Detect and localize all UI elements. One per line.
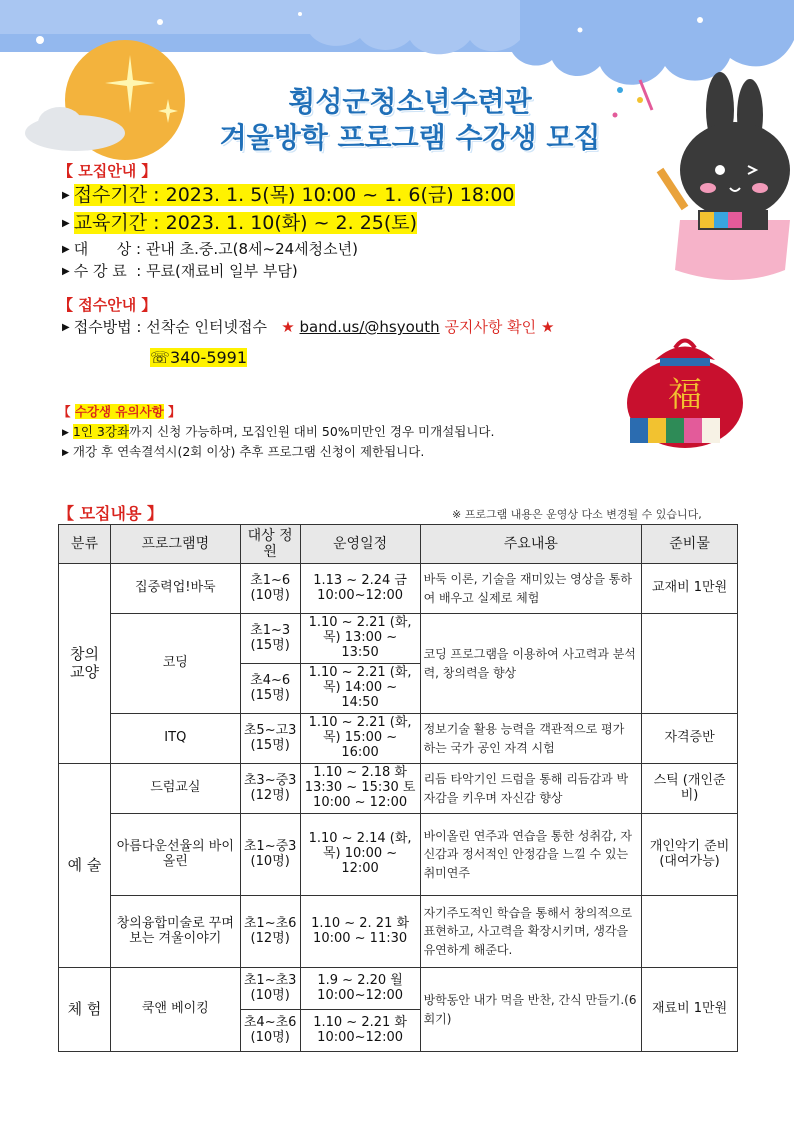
desc-cell: 바둑 이론, 기술을 재미있는 영상을 통하여 배우고 실제로 체험 bbox=[420, 564, 642, 614]
schedule-cell: 1.9 ~ 2.20 월 10:00~12:00 bbox=[300, 968, 420, 1010]
phone-line bbox=[150, 348, 247, 367]
content-note: ※ 프로그램 내용은 운영상 다소 변경될 수 있습니다, bbox=[452, 508, 702, 521]
desc-cell: 코딩 프로그램을 이용하여 사고력과 분석력, 창의력을 향상 bbox=[420, 614, 642, 714]
table-row bbox=[59, 814, 738, 896]
caution-line1: ▶ 1인 3강좌까지 신청 가능하며, 모집인원 대비 50%미만인 경우 미개설됩니다. bbox=[62, 424, 495, 439]
target-cell: 초1~초3 (10명) bbox=[240, 968, 300, 1010]
schedule-cell: 1.10 ~ 2.21 (화,목) 13:00 ~ 13:50 bbox=[300, 614, 420, 664]
prep-cell: 재료비 1만원 bbox=[642, 968, 738, 1052]
target-cell: 초3~중3 (12명) bbox=[240, 764, 300, 814]
col-header: 준비물 bbox=[642, 525, 738, 564]
program-name: ITQ bbox=[110, 714, 240, 764]
schedule-cell: 1.10 ~ 2.21 화 10:00~12:00 bbox=[300, 1010, 420, 1052]
program-name: 아름다운선율의 바이올린 bbox=[110, 814, 240, 896]
table-row bbox=[59, 968, 738, 1010]
table-row bbox=[59, 614, 738, 664]
program-table bbox=[58, 524, 738, 1052]
col-header: 주요내용 bbox=[420, 525, 642, 564]
table-header-row bbox=[59, 525, 738, 564]
program-name: 창의융합미술로 꾸며보는 겨울이야기 bbox=[110, 896, 240, 968]
target-text: 대 상 : 관내 초.중.고(8세~24세청소년) bbox=[73, 240, 358, 258]
target-cell: 초1~6 (10명) bbox=[240, 564, 300, 614]
prep-cell: 개인악기 준비 (대여가능) bbox=[642, 814, 738, 896]
target-cell: 초4~초6 (10명) bbox=[240, 1010, 300, 1052]
col-header: 대상 정원 bbox=[240, 525, 300, 564]
desc-cell: 정보기술 활용 능력을 객관적으로 평가 하는 국가 공인 자격 시험 bbox=[420, 714, 642, 764]
category-cell: 창의 교양 bbox=[59, 564, 111, 764]
guide-header: 【 모집안내 】 bbox=[58, 162, 157, 180]
desc-cell: 방학동안 내가 먹을 반찬, 간식 만들기.(6회기) bbox=[420, 968, 642, 1052]
table-row bbox=[59, 764, 738, 814]
program-name: 드럼교실 bbox=[110, 764, 240, 814]
table-row bbox=[59, 896, 738, 968]
schedule-cell: 1.13 ~ 2.24 금 10:00~12:00 bbox=[300, 564, 420, 614]
col-header: 분류 bbox=[59, 525, 111, 564]
prep-cell: 스틱 (개인준비) bbox=[642, 764, 738, 814]
method-line: ▶ 접수방법 : 선착순 인터넷접수 ★ band.us/@hsyouth 공지사항 확인 ★ bbox=[62, 318, 555, 336]
caution-header-text: 수강생 유의사항 bbox=[74, 404, 164, 419]
table-row bbox=[59, 714, 738, 764]
method-text: 접수방법 : 선착순 인터넷접수 bbox=[73, 318, 267, 336]
desc-cell: 리듬 타악기인 드럼을 통해 리듬감과 박자감을 키우며 자신감 향상 bbox=[420, 764, 642, 814]
caution-header: 【 수강생 유의사항 】 bbox=[58, 404, 181, 419]
edu-period-text: 교육기간 : 2023. 1. 10(화) ~ 2. 25(토) bbox=[73, 212, 418, 234]
prep-cell: 자격증반 bbox=[642, 714, 738, 764]
target-cell: 초5~고3 (15명) bbox=[240, 714, 300, 764]
fee-line: ▶ 수 강 료 : 무료(재료비 일부 부담) bbox=[62, 262, 298, 280]
reception-header: 【 접수안내 】 bbox=[58, 296, 157, 314]
edu-period: ▶ 교육기간 : 2023. 1. 10(화) ~ 2. 25(토) bbox=[62, 212, 418, 234]
category-cell: 예 술 bbox=[59, 764, 111, 968]
phone-text: ☏340-5991 bbox=[150, 348, 248, 367]
target-cell: 초1~중3 (10명) bbox=[240, 814, 300, 896]
schedule-cell: 1.10 ~ 2. 21 화10:00 ~ 11:30 bbox=[300, 896, 420, 968]
prep-cell: 교재비 1만원 bbox=[642, 564, 738, 614]
col-header: 운영일정 bbox=[300, 525, 420, 564]
bag-text: 福 bbox=[668, 375, 702, 415]
schedule-cell: 1.10 ~ 2.21 (화,목) 15:00 ~ 16:00 bbox=[300, 714, 420, 764]
prep-cell bbox=[642, 614, 738, 714]
prep-cell bbox=[642, 896, 738, 968]
schedule-cell: 1.10 ~ 2.14 (화,목) 10:00 ~ 12:00 bbox=[300, 814, 420, 896]
reg-period: ▶ 접수기간 : 2023. 1. 5(목) 10:00 ~ 1. 6(금) 18:00 bbox=[62, 184, 515, 206]
col-header: 프로그램명 bbox=[110, 525, 240, 564]
page-title-line2: 겨울방학 프로그램 수강생 모집 bbox=[219, 121, 601, 154]
caution-hl: 1인 3강좌 bbox=[72, 424, 130, 439]
notice-text: 공지사항 확인 bbox=[444, 318, 537, 336]
band-link[interactable]: band.us/@hsyouth bbox=[299, 318, 440, 336]
schedule-cell: 1.10 ~ 2.18 화13:30 ~ 15:30 토10:00 ~ 12:00 bbox=[300, 764, 420, 814]
desc-cell: 자기주도적인 학습을 통해서 창의적으로 표현하고, 사고력을 확장시키며, 생각을 유연하게 해준다. bbox=[420, 896, 642, 968]
reg-period-text: 접수기간 : 2023. 1. 5(목) 10:00 ~ 1. 6(금) 18:00 bbox=[73, 184, 515, 206]
target-cell: 초1~3 (15명) bbox=[240, 614, 300, 664]
page-title-line1: 횡성군청소년수련관 bbox=[288, 85, 532, 118]
caution-line2: ▶ 개강 후 연속결석시(2회 이상) 추후 프로그램 신청이 제한됩니다. bbox=[62, 444, 425, 459]
content-header: 【 모집내용 】 bbox=[58, 504, 163, 523]
lucky-bag-icon bbox=[620, 318, 750, 453]
program-name: 집중력업!바둑 bbox=[110, 564, 240, 614]
program-name: 쿡앤 베이킹 bbox=[110, 968, 240, 1052]
fee-text: 수 강 료 : 무료(재료비 일부 부담) bbox=[73, 262, 298, 280]
program-name: 코딩 bbox=[110, 614, 240, 714]
target-cell: 초1~초6 (12명) bbox=[240, 896, 300, 968]
star-icon: ★ bbox=[540, 318, 555, 336]
table-row bbox=[59, 564, 738, 614]
category-cell: 체 험 bbox=[59, 968, 111, 1052]
target-line: ▶ 대 상 : 관내 초.중.고(8세~24세청소년) bbox=[62, 240, 358, 258]
desc-cell: 바이올린 연주과 연습을 통한 성취감, 자신감과 정서적인 안정감을 느낄 수 있는 취미연주 bbox=[420, 814, 642, 896]
schedule-cell: 1.10 ~ 2.21 (화,목) 14:00 ~ 14:50 bbox=[300, 664, 420, 714]
star-icon: ★ bbox=[281, 318, 295, 336]
target-cell: 초4~6 (15명) bbox=[240, 664, 300, 714]
